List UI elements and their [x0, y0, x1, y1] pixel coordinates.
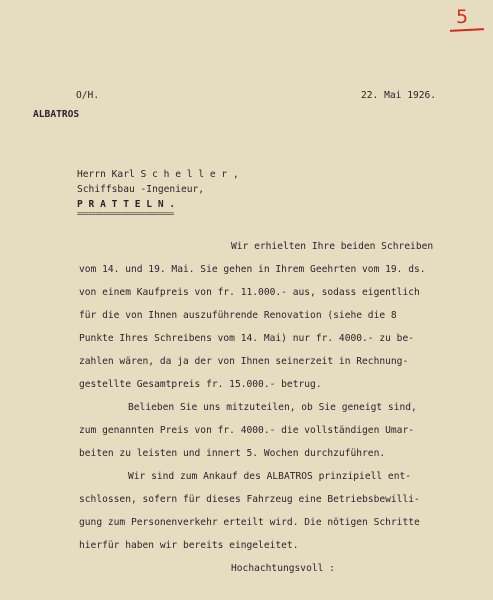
body-line: von einem Kaufpreis von fr. 11.000.- aus, sodass eigentlich [79, 287, 420, 298]
page-number-annotation: 5 [456, 6, 469, 28]
body-line: Punkte Ihres Schreibens vom 14. Mai) nur fr. 4000.- zu be- [79, 333, 415, 344]
body-line: gung zum Personenverkehr erteilt wird. Die nötigen Schritte [79, 517, 420, 528]
body-line: vom 14. und 19. Mai. Sie gehen in Ihrem Geehrten vom 19. ds. [79, 264, 426, 275]
annotation-underline [450, 28, 484, 32]
subject-heading: ALBATROS [33, 109, 80, 120]
body-line: Belieben Sie uns mitzuteilen, ob Sie geneigt sind, [128, 402, 417, 413]
body-line: für die von Ihnen auszuführende Renovation (siehe die 8 [79, 310, 397, 321]
address-rule: ========================== [77, 210, 174, 218]
letter-date: 22. Mai 1926. [361, 90, 437, 101]
body-line: hierfür haben wir bereits eingeleitet. [79, 540, 299, 551]
recipient-city: P R A T T E L N . [77, 199, 176, 210]
body-line: zahlen wären, da ja der von Ihnen seinerzeit in Rechnung- [79, 356, 409, 367]
recipient-name: Herrn Karl S c h e l l e r , [77, 169, 239, 180]
body-line: Wir erhielten Ihre beiden Schreiben [231, 241, 434, 252]
reference-code: O/H. [76, 90, 100, 101]
body-line: gestellte Gesamtpreis fr. 15.000.- betrug. [79, 379, 322, 390]
body-line: Wir sind zum Ankauf des ALBATROS prinzipiell ent- [128, 471, 412, 482]
body-line: zum genannten Preis von fr. 4000.- die vollständigen Umar- [79, 425, 415, 436]
body-line: schlossen, sofern für dieses Fahrzeug eine Betriebsbewilli- [79, 494, 420, 505]
body-line: beiten zu leisten und innert 5. Wochen durchzuführen. [79, 448, 386, 459]
closing-salutation: Hochachtungsvoll : [231, 563, 335, 574]
recipient-title: Schiffsbau -Ingenieur, [77, 184, 205, 195]
